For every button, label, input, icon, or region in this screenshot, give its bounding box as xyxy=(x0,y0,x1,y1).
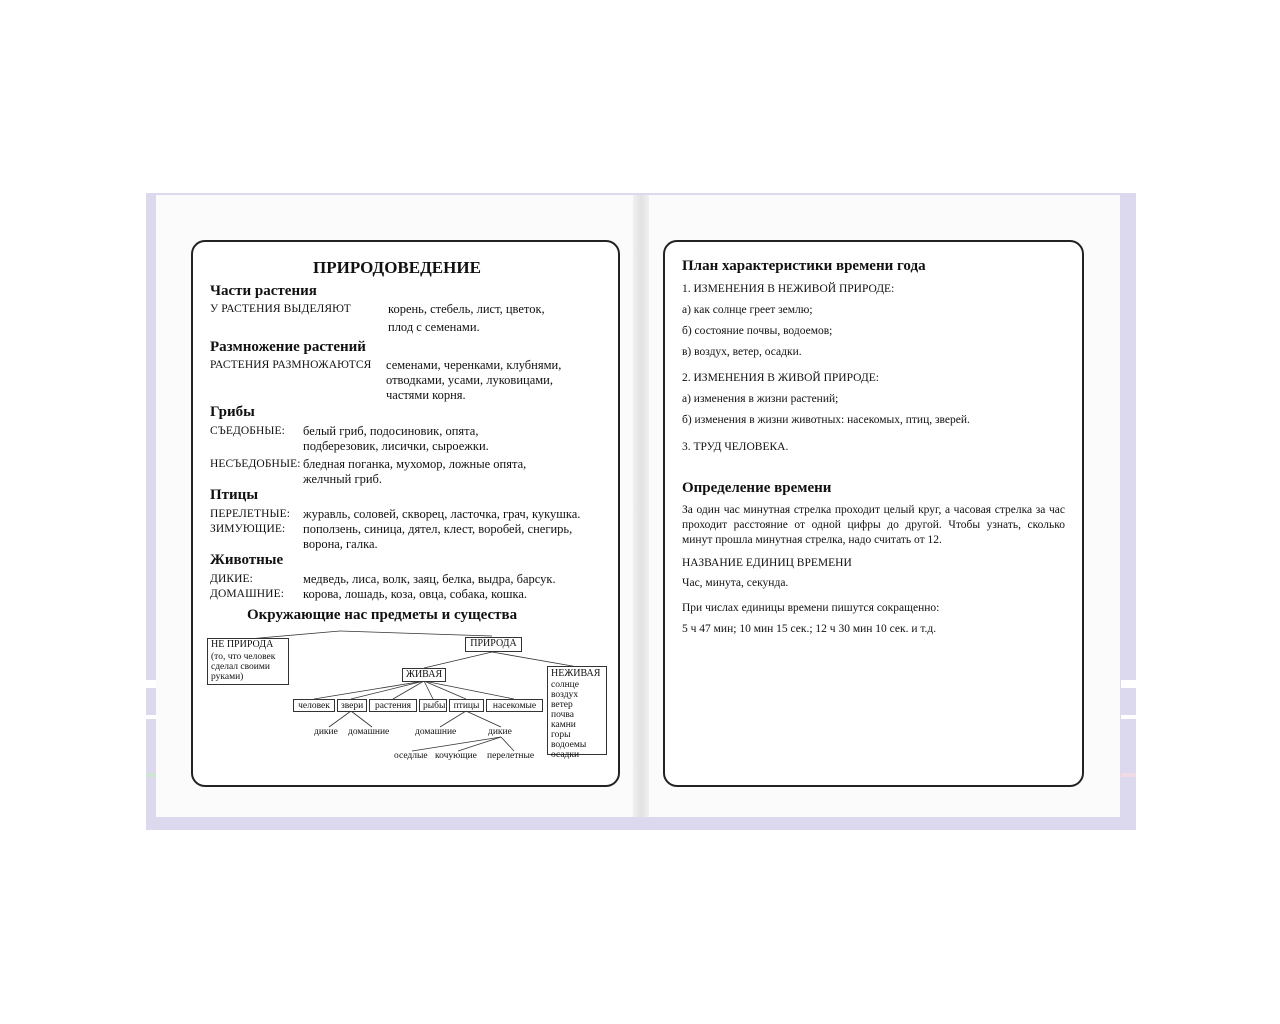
plan-item: а) как солнце греет землю; xyxy=(682,304,813,316)
section-heading: План характеристики времени года xyxy=(682,258,926,274)
diagram-leaf: дикие xyxy=(488,727,512,737)
row-label: ПЕРЕЛЕТНЫЕ: xyxy=(210,508,291,520)
diagram-leaf: кочующие xyxy=(435,751,477,761)
units-text: Час, минута, секунда. xyxy=(682,577,789,589)
nonliving-item: осадки xyxy=(551,750,580,760)
time-paragraph: За один час минутная стрелка проходит целый круг, а часовая стрелка за час проходит расстояние от одной цифры до другой. Чтобы узнать, сколько минут прошла минутная стрелка, надо считать от 12. xyxy=(682,504,1065,546)
plan-item: а) изменения в жизни растений; xyxy=(682,393,839,405)
page-gutter xyxy=(633,195,649,817)
section-heading: Грибы xyxy=(210,404,255,420)
row-text: белый гриб, подосиновик, опята, xyxy=(303,424,479,438)
row-text: отводками, усами, луковицами, xyxy=(386,373,553,387)
row-label: НЕСЪЕДОБНЫЕ: xyxy=(210,458,301,470)
living-item-box: звери xyxy=(337,699,367,712)
not-nature-note: руками) xyxy=(211,672,244,682)
section-heading: Животные xyxy=(210,552,284,568)
not-nature-note: сделал своими xyxy=(211,662,270,672)
row-text: корень, стебель, лист, цветок, xyxy=(388,302,545,316)
row-label: У РАСТЕНИЯ ВЫДЕЛЯЮТ xyxy=(210,303,351,315)
row-text: корова, лошадь, коза, овца, собака, кошка. xyxy=(303,587,528,601)
row-text: ворона, галка. xyxy=(303,537,378,551)
living-item-box: человек xyxy=(293,699,335,712)
row-text: бледная поганка, мухомор, ложные опята, xyxy=(303,457,527,471)
nonliving-item: камни xyxy=(551,720,576,730)
living-item-box: птицы xyxy=(449,699,484,712)
abbr-examples: 5 ч 47 мин; 10 мин 15 сек.; 12 ч 30 мин 10 сек. и т.д. xyxy=(682,623,937,635)
row-label: ДОМАШНИЕ: xyxy=(210,588,285,600)
row-label: РАСТЕНИЯ РАЗМНОЖАЮТСЯ xyxy=(210,359,372,371)
cover-stripe xyxy=(1121,715,1136,719)
section-heading: Птицы xyxy=(210,487,259,503)
nonliving-title: НЕЖИВАЯ xyxy=(551,668,601,679)
row-text: журавль, соловей, скворец, ласточка, грач, кукушка. xyxy=(303,507,581,521)
row-text: семенами, черенками, клубнями, xyxy=(386,358,562,372)
diagram-leaf: домашние xyxy=(348,727,390,737)
not-nature-box xyxy=(207,638,289,685)
nonliving-item: воздух xyxy=(551,690,579,700)
living-item-box: рыбы xyxy=(419,699,447,712)
nonliving-item: ветер xyxy=(551,700,573,710)
cover-stripe xyxy=(1121,680,1136,688)
row-label: ЗИМУЮЩИЕ: xyxy=(210,523,286,535)
living-item-box: растения xyxy=(369,699,417,712)
plan-item: 3. ТРУД ЧЕЛОВЕКА. xyxy=(682,441,789,453)
plan-item: 1. ИЗМЕНЕНИЯ В НЕЖИВОЙ ПРИРОДЕ: xyxy=(682,283,895,295)
diagram-leaf: перелетные xyxy=(487,751,535,761)
plan-item: 2. ИЗМЕНЕНИЯ В ЖИВОЙ ПРИРОДЕ: xyxy=(682,372,879,384)
living-item-box: насекомые xyxy=(486,699,543,712)
plan-item: в) воздух, ветер, осадки. xyxy=(682,346,802,358)
row-text: плод с семенами. xyxy=(388,320,480,334)
row-text: подберезовик, лисички, сыроежки. xyxy=(303,439,489,453)
nonliving-item: водоемы xyxy=(551,740,587,750)
page-title: ПРИРОДОВЕДЕНИЕ xyxy=(313,258,481,277)
abbr-note: При числах единицы времени пишутся сокращенно: xyxy=(682,602,940,614)
section-heading: Части растения xyxy=(210,283,317,299)
units-title: НАЗВАНИЕ ЕДИНИЦ ВРЕМЕНИ xyxy=(682,557,852,569)
cover-stripe xyxy=(1121,773,1136,777)
diagram-leaf: домашние xyxy=(415,727,457,737)
row-text: медведь, лиса, волк, заяц, белка, выдра, барсук. xyxy=(303,572,556,586)
row-label: СЪЕДОБНЫЕ: xyxy=(210,425,285,437)
row-label: ДИКИЕ: xyxy=(210,573,253,585)
not-nature-note: (то, что человек xyxy=(211,652,276,662)
nonliving-item: горы xyxy=(551,730,571,740)
diagram-leaf: дикие xyxy=(314,727,338,737)
diagram-heading: Окружающие нас предметы и существа xyxy=(247,607,518,623)
row-text: желчный гриб. xyxy=(303,472,382,486)
nature-box: ПРИРОДА xyxy=(465,637,522,652)
nonliving-item: солнце xyxy=(551,680,579,690)
section-heading: Определение времени xyxy=(682,480,832,496)
plan-item: б) изменения в жизни животных: насекомых, птиц, зверей. xyxy=(682,414,970,426)
living-box: ЖИВАЯ xyxy=(402,668,446,682)
nonliving-box xyxy=(547,666,607,760)
nonliving-item: почва xyxy=(551,710,574,720)
section-heading: Размножение растений xyxy=(210,339,366,355)
row-text: частями корня. xyxy=(386,388,466,402)
not-nature-title: НЕ ПРИРОДА xyxy=(211,639,274,650)
diagram-leaf: оседлые xyxy=(394,751,428,761)
plan-item: б) состояние почвы, водоемов; xyxy=(682,325,833,337)
row-text: поползень, синица, дятел, клест, воробей, снегирь, xyxy=(303,522,573,536)
